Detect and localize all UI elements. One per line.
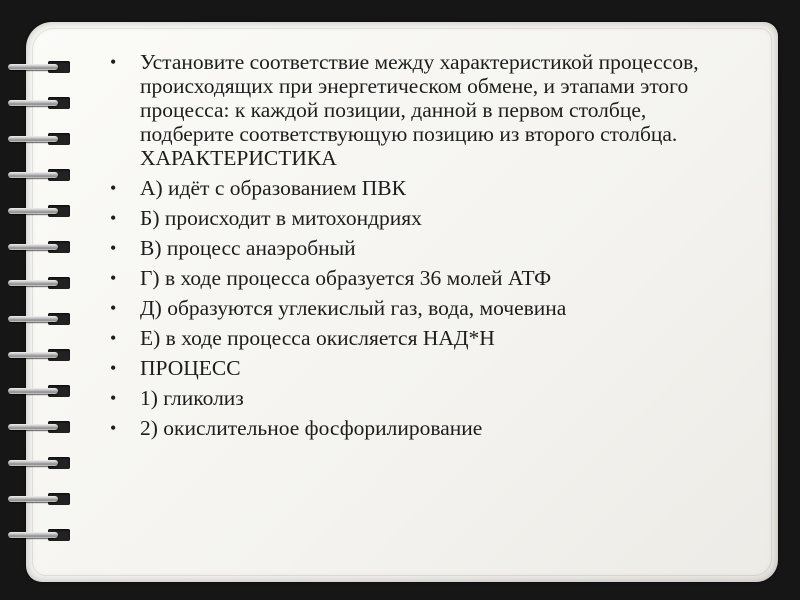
binding-ring-icon — [8, 94, 72, 112]
slide-content — [108, 50, 728, 446]
process-heading: ПРОЦЕСС — [140, 356, 241, 380]
binding-ring-icon — [8, 346, 72, 364]
bullet-icon: • — [110, 268, 117, 288]
characteristic-b: Б) происходит в митохондриях — [140, 206, 422, 230]
bullet-icon: • — [110, 388, 117, 408]
bullet-list — [108, 50, 728, 440]
characteristic-d: Д) образуются углекислый газ, вода, мочевина — [140, 296, 567, 320]
bullet-icon: • — [110, 238, 117, 258]
task-instruction: Установите соответствие между характеристикой процессов, происходящих при энергетическом обмене, и этапами этого процесса: к каждой позиции, данной в первом столбце, подберите соответствующую позицию из второго столбца. ХАРАКТЕРИСТИКА — [140, 50, 699, 170]
list-item — [108, 236, 728, 260]
binding-ring-icon — [8, 202, 72, 220]
notebook-binding-rings — [0, 0, 80, 600]
list-item — [108, 206, 728, 230]
binding-ring-icon — [8, 310, 72, 328]
list-item — [108, 296, 728, 320]
bullet-icon: • — [110, 178, 117, 198]
binding-ring-icon — [8, 454, 72, 472]
bullet-icon: • — [110, 298, 117, 318]
binding-ring-icon — [8, 58, 72, 76]
characteristic-e: Е) в ходе процесса окисляется НАД*Н — [140, 326, 495, 350]
bullet-icon: • — [110, 328, 117, 348]
binding-ring-icon — [8, 166, 72, 184]
list-item — [108, 176, 728, 200]
characteristic-a: А) идёт с образованием ПВК — [140, 176, 406, 200]
binding-ring-icon — [8, 382, 72, 400]
characteristic-v: В) процесс анаэробный — [140, 236, 356, 260]
bullet-icon: • — [110, 52, 117, 72]
list-item — [108, 326, 728, 350]
list-item — [108, 386, 728, 410]
list-item — [108, 266, 728, 290]
binding-ring-icon — [8, 274, 72, 292]
binding-ring-icon — [8, 418, 72, 436]
binding-ring-icon — [8, 238, 72, 256]
binding-ring-icon — [8, 130, 72, 148]
list-item — [108, 356, 728, 380]
binding-ring-icon — [8, 490, 72, 508]
bullet-icon: • — [110, 418, 117, 438]
process-2: 2) окислительное фосфорилирование — [140, 416, 483, 440]
list-item — [108, 50, 728, 170]
bullet-icon: • — [110, 208, 117, 228]
list-item — [108, 416, 728, 440]
bullet-icon: • — [110, 358, 117, 378]
binding-ring-icon — [8, 526, 72, 544]
process-1: 1) гликолиз — [140, 386, 244, 410]
characteristic-g: Г) в ходе процесса образуется 36 молей АТФ — [140, 266, 552, 290]
